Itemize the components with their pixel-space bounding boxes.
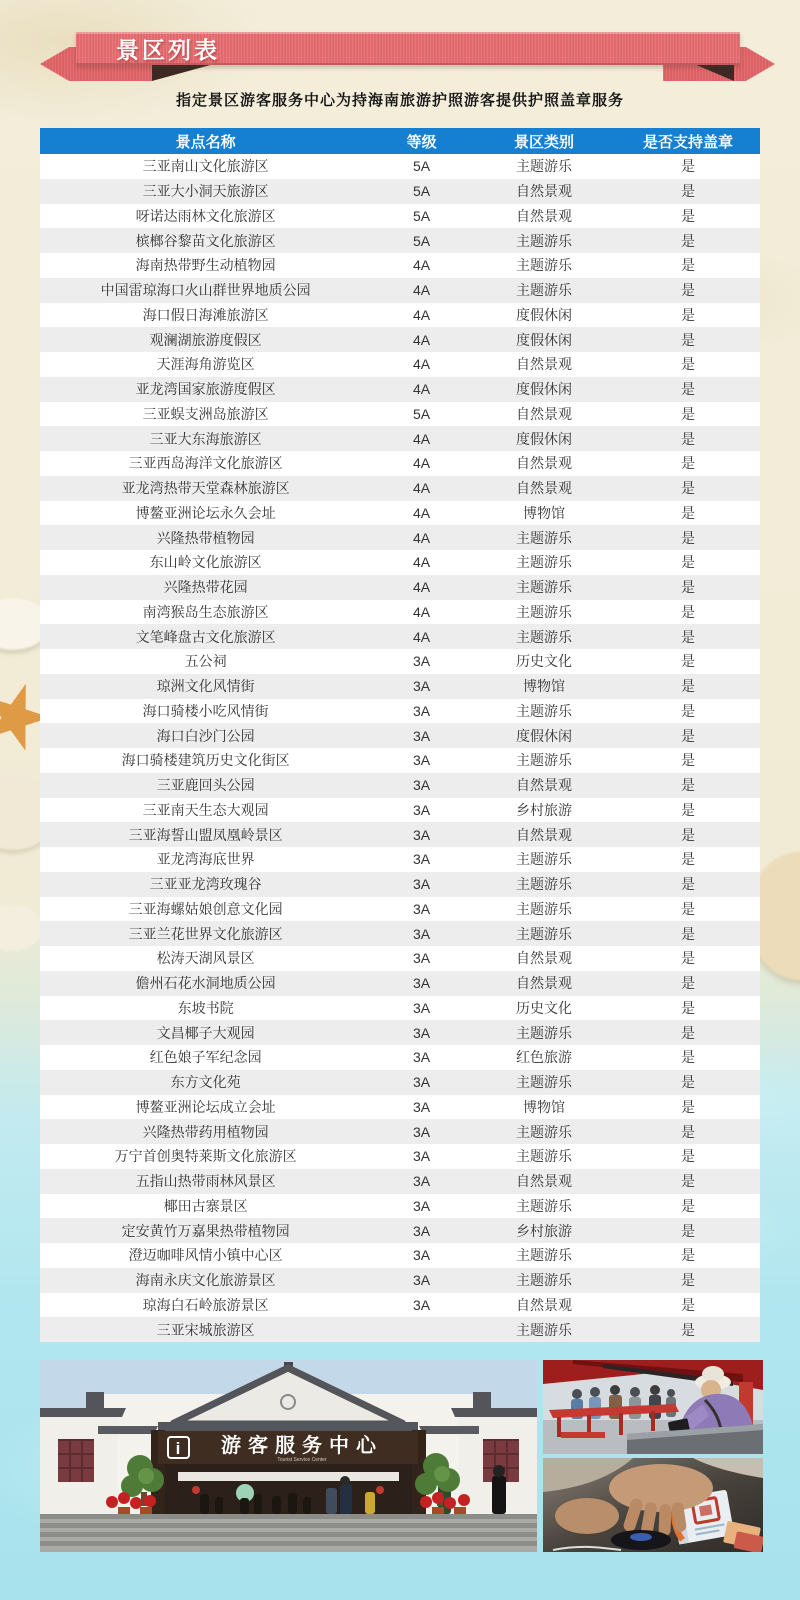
cell-stamp: 是 xyxy=(680,579,695,596)
cell-grade: 3A xyxy=(413,1197,431,1214)
table-row xyxy=(40,600,760,625)
cell-stamp: 是 xyxy=(680,851,695,868)
cell-stamp: 是 xyxy=(680,1197,695,1214)
cell-stamp: 是 xyxy=(680,727,695,744)
table-row xyxy=(40,1293,760,1318)
cell-stamp: 是 xyxy=(680,876,695,893)
table-row xyxy=(40,723,760,748)
cell-category: 自然景观 xyxy=(515,826,572,843)
table-row xyxy=(40,872,760,897)
cell-category: 度假休闲 xyxy=(515,306,572,323)
cell-stamp: 是 xyxy=(680,925,695,942)
cell-grade xyxy=(371,1317,472,1342)
cell-category: 主题游乐 xyxy=(515,282,572,299)
table-row xyxy=(40,1317,760,1342)
cell-grade: 3A xyxy=(413,826,431,843)
cell-grade: 3A xyxy=(413,1148,431,1165)
ribbon-left-fold xyxy=(152,64,214,81)
cell-grade: 3A xyxy=(413,925,431,942)
cell-grade: 5A xyxy=(413,183,431,200)
cell-stamp: 是 xyxy=(680,702,695,719)
cell-name: 三亚西岛海洋文化旅游区 xyxy=(128,455,283,472)
cell-name: 三亚大小洞天旅游区 xyxy=(142,183,269,200)
cell-category: 主题游乐 xyxy=(515,257,572,274)
cell-grade: 4A xyxy=(413,257,431,274)
cell-grade: 3A xyxy=(413,975,431,992)
cell-stamp: 是 xyxy=(680,1272,695,1289)
cell-grade: 3A xyxy=(413,1024,431,1041)
service-center-sign: 游客服务中心 xyxy=(221,1435,383,1457)
cell-stamp: 是 xyxy=(680,207,695,224)
cell-category: 历史文化 xyxy=(515,999,572,1016)
cell-category: 主题游乐 xyxy=(515,1074,572,1091)
scenic-area-table xyxy=(40,128,760,1342)
table-row xyxy=(40,1020,760,1045)
cell-grade: 3A xyxy=(413,678,431,695)
cell-grade: 4A xyxy=(413,381,431,398)
table-row xyxy=(40,1268,760,1293)
cell-category: 主题游乐 xyxy=(515,1123,572,1140)
cell-name: 五指山热带雨林风景区 xyxy=(135,1173,276,1190)
cell-name: 三亚兰花世界文化旅游区 xyxy=(128,925,283,942)
cell-category: 乡村旅游 xyxy=(515,801,572,818)
cell-grade: 4A xyxy=(413,628,431,645)
cell-category: 主题游乐 xyxy=(515,876,572,893)
cell-stamp: 是 xyxy=(680,1296,695,1313)
cell-grade: 3A xyxy=(413,1296,431,1313)
cell-stamp: 是 xyxy=(680,1098,695,1115)
table-row xyxy=(40,179,760,204)
cell-grade: 3A xyxy=(413,1098,431,1115)
cell-grade: 5A xyxy=(413,232,431,249)
cell-category: 度假休闲 xyxy=(515,331,572,348)
seashell-decoration xyxy=(0,905,42,951)
cell-category: 主题游乐 xyxy=(515,925,572,942)
cell-grade: 5A xyxy=(413,158,431,175)
cell-name: 槟榔谷黎苗文化旅游区 xyxy=(135,232,276,249)
cell-category: 乡村旅游 xyxy=(515,1222,572,1239)
table-row xyxy=(40,1218,760,1243)
table-row xyxy=(40,699,760,724)
cell-grade: 3A xyxy=(413,1123,431,1140)
cell-name: 三亚南山文化旅游区 xyxy=(142,158,269,175)
table-row xyxy=(40,748,760,773)
photo-tourist-service-center xyxy=(40,1360,537,1552)
cell-grade: 4A xyxy=(413,430,431,447)
cell-category: 博物馆 xyxy=(522,1098,565,1115)
cell-grade: 3A xyxy=(413,851,431,868)
cell-grade: 4A xyxy=(413,504,431,521)
info-icon: i xyxy=(175,1439,181,1458)
cell-category: 主题游乐 xyxy=(515,529,572,546)
cell-grade: 4A xyxy=(413,579,431,596)
cell-name: 兴隆热带药用植物园 xyxy=(142,1123,269,1140)
cell-stamp: 是 xyxy=(680,306,695,323)
cell-category: 度假休闲 xyxy=(515,727,572,744)
cell-grade: 3A xyxy=(413,1173,431,1190)
table-row xyxy=(40,402,760,427)
cell-stamp: 是 xyxy=(680,1148,695,1165)
cell-name: 海口骑楼小吃风情街 xyxy=(142,702,269,719)
cell-stamp: 是 xyxy=(680,257,695,274)
cell-name: 椰田古寨景区 xyxy=(163,1197,248,1214)
cell-grade: 3A xyxy=(413,1222,431,1239)
cell-name: 海口骑楼建筑历史文化街区 xyxy=(121,752,290,769)
cell-name: 呀诺达雨林文化旅游区 xyxy=(135,207,276,224)
photo-stamping-tables xyxy=(543,1360,763,1454)
cell-stamp: 是 xyxy=(680,1222,695,1239)
cell-grade: 3A xyxy=(413,1049,431,1066)
cell-category: 自然景观 xyxy=(515,356,572,373)
cell-name: 海口假日海滩旅游区 xyxy=(142,306,269,323)
cell-stamp: 是 xyxy=(680,480,695,497)
table-row xyxy=(40,451,760,476)
cell-grade: 3A xyxy=(413,752,431,769)
cell-stamp: 是 xyxy=(680,999,695,1016)
cell-stamp: 是 xyxy=(680,331,695,348)
table-row xyxy=(40,1095,760,1120)
cell-stamp: 是 xyxy=(680,603,695,620)
table-row xyxy=(40,204,760,229)
cell-name: 亚龙湾海底世界 xyxy=(156,851,255,868)
cell-stamp: 是 xyxy=(680,1123,695,1140)
cell-stamp: 是 xyxy=(680,504,695,521)
cell-name: 儋州石花水洞地质公园 xyxy=(135,975,276,992)
table-header-row xyxy=(40,128,760,154)
table-row xyxy=(40,798,760,823)
cell-stamp: 是 xyxy=(680,1024,695,1041)
cell-name: 观澜湖旅游度假区 xyxy=(149,331,262,348)
cell-category: 历史文化 xyxy=(515,653,572,670)
cell-name: 三亚南天生态大观园 xyxy=(142,801,269,818)
cell-category: 主题游乐 xyxy=(515,1024,572,1041)
cell-category: 主题游乐 xyxy=(515,851,572,868)
cell-name: 三亚宋城旅游区 xyxy=(156,1321,255,1338)
cell-category: 自然景观 xyxy=(515,455,572,472)
cell-category: 度假休闲 xyxy=(515,381,572,398)
cell-name: 兴隆热带花园 xyxy=(163,579,248,596)
cell-stamp: 是 xyxy=(680,430,695,447)
cell-grade: 4A xyxy=(413,529,431,546)
cell-grade: 5A xyxy=(413,405,431,422)
cell-category: 自然景观 xyxy=(515,777,572,794)
table-row xyxy=(40,377,760,402)
cell-category: 自然景观 xyxy=(515,950,572,967)
table-row xyxy=(40,1144,760,1169)
cell-stamp: 是 xyxy=(680,1074,695,1091)
cell-name: 红色娘子军纪念园 xyxy=(149,1049,262,1066)
table-row xyxy=(40,1119,760,1144)
cell-stamp: 是 xyxy=(680,826,695,843)
cell-grade: 3A xyxy=(413,777,431,794)
cell-category: 自然景观 xyxy=(515,183,572,200)
cell-stamp: 是 xyxy=(680,752,695,769)
cell-name: 天涯海角游览区 xyxy=(156,356,255,373)
cell-stamp: 是 xyxy=(680,1247,695,1264)
cell-grade: 3A xyxy=(413,801,431,818)
table-row xyxy=(40,822,760,847)
cell-stamp: 是 xyxy=(680,950,695,967)
cell-stamp: 是 xyxy=(680,678,695,695)
cell-stamp: 是 xyxy=(680,777,695,794)
column-header-stamp: 是否支持盖章 xyxy=(642,133,733,151)
cell-name: 文笔峰盘古文化旅游区 xyxy=(135,628,276,645)
cell-grade: 4A xyxy=(413,480,431,497)
table-row xyxy=(40,501,760,526)
cell-category: 主题游乐 xyxy=(515,1247,572,1264)
cell-grade: 3A xyxy=(413,1272,431,1289)
cell-name: 定安黄竹万嘉果热带植物园 xyxy=(121,1222,290,1239)
cell-grade: 5A xyxy=(413,207,431,224)
cell-name: 松涛天湖风景区 xyxy=(156,950,255,967)
table-row xyxy=(40,476,760,501)
table-row xyxy=(40,1169,760,1194)
cell-name: 三亚海誓山盟凤凰岭景区 xyxy=(128,826,283,843)
cell-name: 博鳌亚洲论坛成立会址 xyxy=(135,1098,276,1115)
table-row xyxy=(40,228,760,253)
cell-category: 自然景观 xyxy=(515,1173,572,1190)
table-row xyxy=(40,303,760,328)
cell-name: 东坡书院 xyxy=(177,999,234,1016)
cell-grade: 4A xyxy=(413,554,431,571)
cell-grade: 4A xyxy=(413,282,431,299)
cell-stamp: 是 xyxy=(680,455,695,472)
cell-name: 琼洲文化风情街 xyxy=(156,678,255,695)
cell-stamp: 是 xyxy=(680,381,695,398)
cell-name: 海南永庆文化旅游景区 xyxy=(135,1272,276,1289)
cell-category: 主题游乐 xyxy=(515,232,572,249)
cell-category: 主题游乐 xyxy=(515,1272,572,1289)
table-row xyxy=(40,327,760,352)
cell-stamp: 是 xyxy=(680,653,695,670)
page-title: 景区列表 xyxy=(116,37,220,63)
page-subtitle: 指定景区游客服务中心为持海南旅游护照游客提供护照盖章服务 xyxy=(175,92,624,109)
cell-stamp: 是 xyxy=(680,183,695,200)
cell-name: 三亚亚龙湾玫瑰谷 xyxy=(149,876,262,893)
table-row xyxy=(40,253,760,278)
photo-passport-stamping xyxy=(543,1458,763,1552)
cell-name: 博鳌亚洲论坛永久会址 xyxy=(135,504,276,521)
cell-name: 文昌椰子大观园 xyxy=(156,1024,255,1041)
table-row xyxy=(40,550,760,575)
table-row xyxy=(40,1194,760,1219)
cell-grade: 3A xyxy=(413,999,431,1016)
cell-grade: 4A xyxy=(413,356,431,373)
cell-name: 三亚蜈支洲岛旅游区 xyxy=(142,405,269,422)
service-center-sign-en: Tourist Service Center xyxy=(277,1457,327,1463)
table-row xyxy=(40,154,760,179)
table-row xyxy=(40,352,760,377)
cell-stamp: 是 xyxy=(680,529,695,546)
table-row xyxy=(40,1045,760,1070)
table-row xyxy=(40,897,760,922)
cell-grade: 4A xyxy=(413,331,431,348)
column-header-name: 景点名称 xyxy=(175,133,236,151)
cell-grade: 3A xyxy=(413,702,431,719)
cell-stamp: 是 xyxy=(680,900,695,917)
cell-category: 主题游乐 xyxy=(515,158,572,175)
table-row xyxy=(40,996,760,1021)
table-row xyxy=(40,649,760,674)
table-row xyxy=(40,575,760,600)
table-row xyxy=(40,847,760,872)
table-row xyxy=(40,525,760,550)
cell-name: 澄迈咖啡风情小镇中心区 xyxy=(128,1247,283,1264)
cell-grade: 3A xyxy=(413,1074,431,1091)
cell-category: 主题游乐 xyxy=(515,1197,572,1214)
column-header-category: 景区类别 xyxy=(513,133,574,151)
column-header-grade: 等级 xyxy=(406,133,437,151)
ribbon-band xyxy=(76,32,740,65)
table-body xyxy=(40,154,760,1342)
cell-name: 万宁首创奥特莱斯文化旅游区 xyxy=(114,1148,297,1165)
cell-name: 兴隆热带植物园 xyxy=(156,529,255,546)
cell-category: 自然景观 xyxy=(515,1296,572,1313)
cell-category: 主题游乐 xyxy=(515,603,572,620)
cell-grade: 4A xyxy=(413,455,431,472)
cell-name: 海南热带野生动植物园 xyxy=(135,257,276,274)
cell-name: 亚龙湾国家旅游度假区 xyxy=(135,381,276,398)
cell-name: 东山岭文化旅游区 xyxy=(149,554,262,571)
cell-name: 海口白沙门公园 xyxy=(156,727,255,744)
table-row xyxy=(40,971,760,996)
cell-stamp: 是 xyxy=(680,282,695,299)
cell-category: 博物馆 xyxy=(522,678,565,695)
cell-name: 三亚海螺姑娘创意文化园 xyxy=(128,900,283,917)
cell-category: 主题游乐 xyxy=(515,579,572,596)
cell-name: 五公祠 xyxy=(184,653,227,670)
table-row xyxy=(40,426,760,451)
cell-grade: 3A xyxy=(413,900,431,917)
cell-category: 主题游乐 xyxy=(515,1148,572,1165)
cell-category: 主题游乐 xyxy=(515,702,572,719)
cell-grade: 3A xyxy=(413,727,431,744)
cell-category: 自然景观 xyxy=(515,405,572,422)
cell-stamp: 是 xyxy=(680,801,695,818)
table-row xyxy=(40,278,760,303)
cell-stamp: 是 xyxy=(680,975,695,992)
cell-grade: 3A xyxy=(413,950,431,967)
cell-category: 度假休闲 xyxy=(515,430,572,447)
cell-stamp: 是 xyxy=(680,1173,695,1190)
cell-category: 自然景观 xyxy=(515,207,572,224)
cell-category: 红色旅游 xyxy=(515,1049,572,1066)
cell-category: 主题游乐 xyxy=(515,1321,572,1338)
cell-category: 主题游乐 xyxy=(515,554,572,571)
table-row xyxy=(40,624,760,649)
table-row xyxy=(40,946,760,971)
table-row xyxy=(40,674,760,699)
cell-category: 自然景观 xyxy=(515,480,572,497)
cell-stamp: 是 xyxy=(680,232,695,249)
cell-stamp: 是 xyxy=(680,1321,695,1338)
table-row xyxy=(40,921,760,946)
table-row xyxy=(40,773,760,798)
cell-stamp: 是 xyxy=(680,356,695,373)
cell-stamp: 是 xyxy=(680,1049,695,1066)
cell-grade: 3A xyxy=(413,876,431,893)
cell-stamp: 是 xyxy=(680,158,695,175)
table-row xyxy=(40,1243,760,1268)
cell-stamp: 是 xyxy=(680,405,695,422)
cell-name: 南湾猴岛生态旅游区 xyxy=(142,603,269,620)
table-row xyxy=(40,1070,760,1095)
cell-name: 琼海白石岭旅游景区 xyxy=(142,1296,269,1313)
cell-stamp: 是 xyxy=(680,628,695,645)
cell-name: 东方文化苑 xyxy=(170,1074,241,1091)
cell-grade: 4A xyxy=(413,306,431,323)
section-ribbon xyxy=(0,0,800,95)
cell-category: 主题游乐 xyxy=(515,752,572,769)
cell-grade: 4A xyxy=(413,603,431,620)
cell-stamp: 是 xyxy=(680,554,695,571)
cell-grade: 3A xyxy=(413,653,431,670)
cell-name: 三亚鹿回头公园 xyxy=(156,777,255,794)
cell-category: 主题游乐 xyxy=(515,628,572,645)
cell-category: 主题游乐 xyxy=(515,900,572,917)
cell-name: 三亚大东海旅游区 xyxy=(149,430,262,447)
cell-name: 亚龙湾热带天堂森林旅游区 xyxy=(121,480,290,497)
cell-name: 中国雷琼海口火山群世界地质公园 xyxy=(100,282,311,299)
cell-grade: 3A xyxy=(413,1247,431,1264)
cell-category: 自然景观 xyxy=(515,975,572,992)
cell-category: 博物馆 xyxy=(522,504,565,521)
